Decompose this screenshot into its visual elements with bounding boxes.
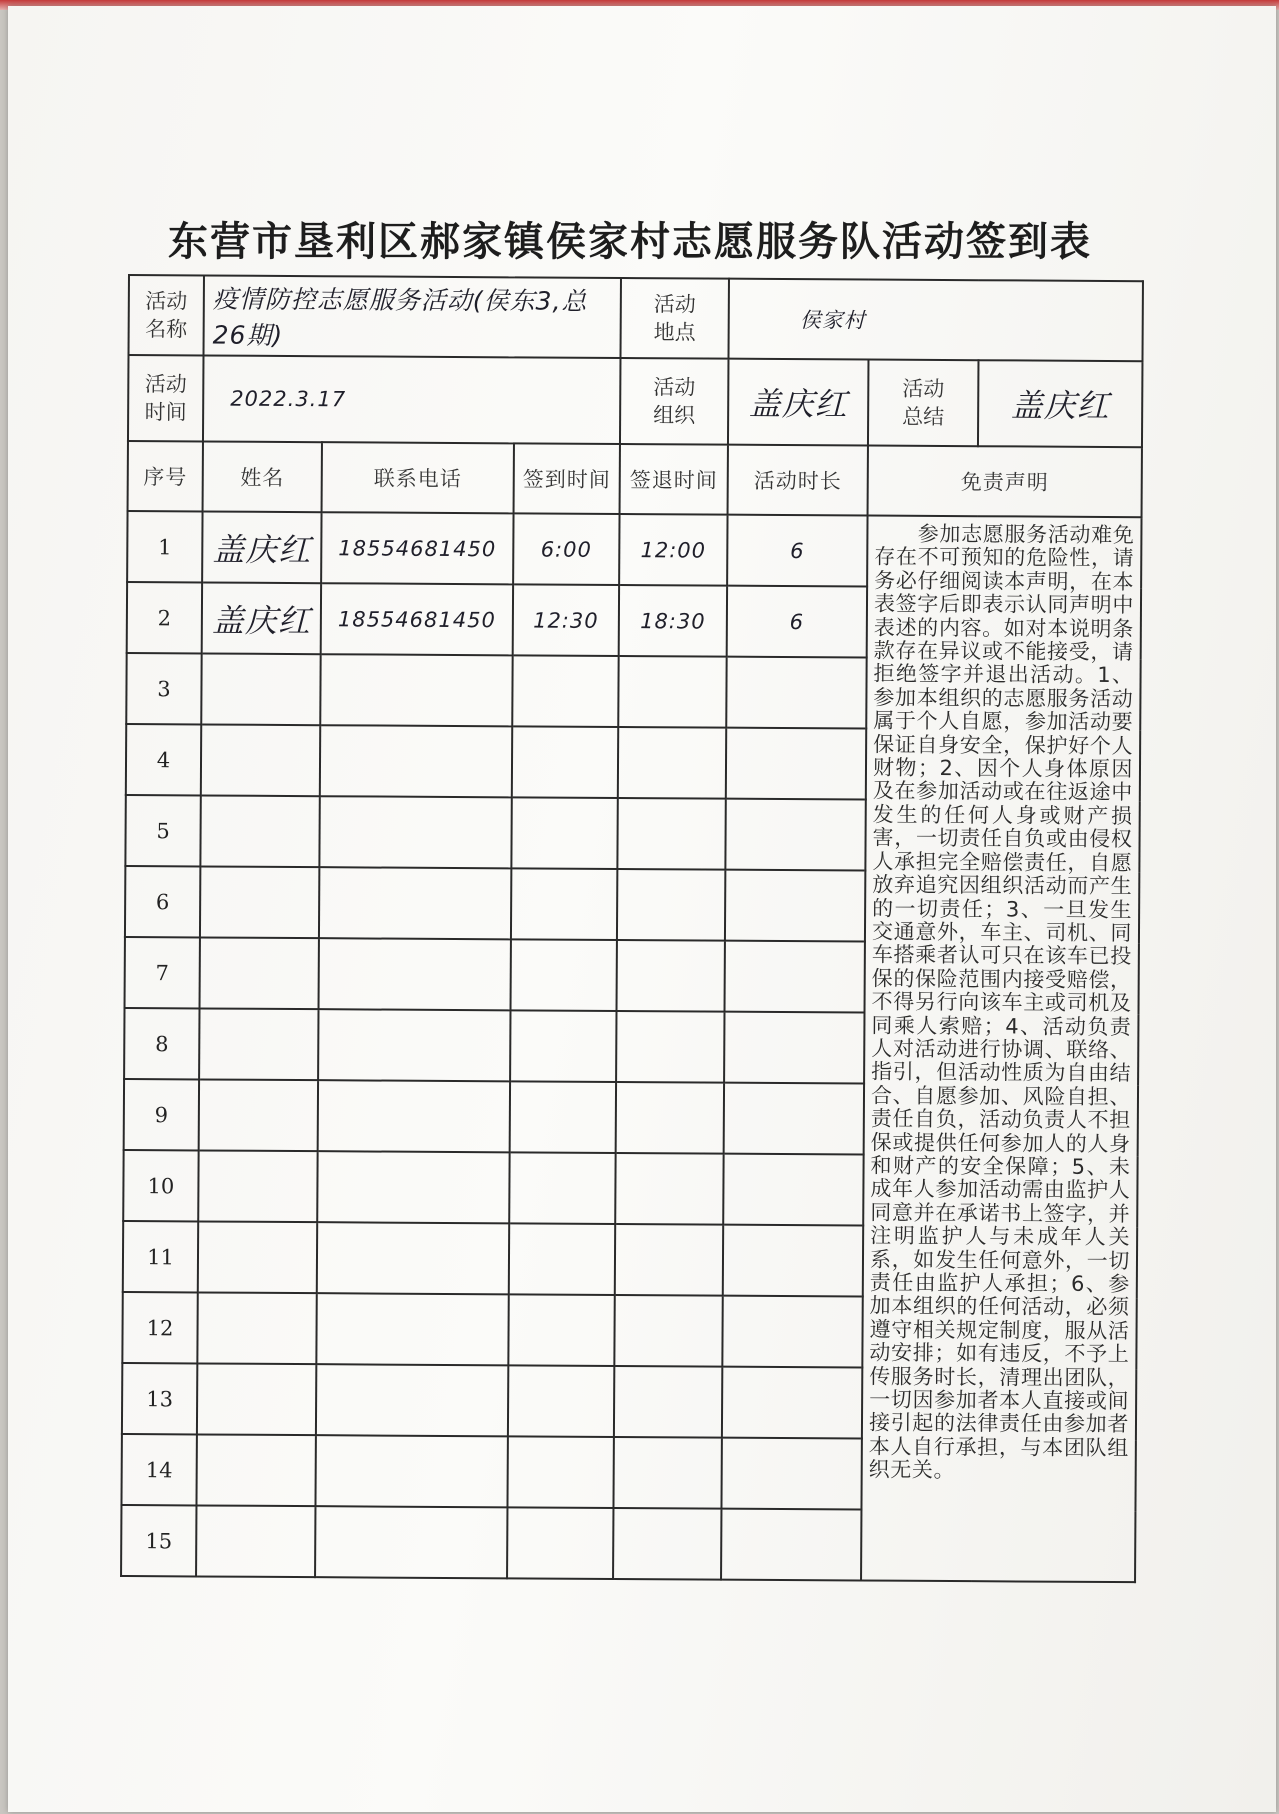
duration-cell [726, 728, 866, 800]
organizer-label [620, 358, 729, 445]
duration-cell [722, 1296, 862, 1368]
sign-out-cell [618, 656, 726, 728]
row-number: 4 [126, 724, 201, 795]
column-header-row [128, 441, 1142, 517]
duration-cell [725, 799, 865, 871]
sign-in-cell [508, 1365, 614, 1437]
phone-cell [320, 654, 512, 726]
organizer-value: 盖庆红 [728, 359, 869, 446]
phone-cell [319, 938, 511, 1010]
col-header-sign-in: 签到时间 [514, 443, 620, 514]
phone-cell [316, 1293, 508, 1365]
duration-cell [724, 1083, 864, 1155]
sign-in-cell [512, 726, 618, 798]
sign-in-cell [508, 1294, 614, 1366]
duration-cell: 6 [727, 515, 867, 587]
col-header-disclaimer: 免责声明 [868, 446, 1142, 518]
sign-out-cell [615, 1153, 723, 1225]
phone-cell [317, 1222, 509, 1294]
organizer-label-text: 活动组织 [653, 375, 696, 428]
table-row [127, 511, 1141, 588]
phone-cell [316, 1364, 508, 1436]
name-cell [199, 1008, 318, 1080]
col-header-phone: 联系电话 [322, 442, 514, 513]
duration-cell [721, 1438, 861, 1510]
activity-name-label-text: 活动名称 [145, 289, 188, 342]
col-header-name: 姓名 [203, 441, 322, 512]
location-label [620, 278, 728, 359]
row-number: 11 [123, 1221, 198, 1292]
row-number: 6 [125, 866, 200, 937]
name-cell: 盖庆红 [202, 511, 321, 583]
name-cell [196, 1505, 315, 1577]
name-cell [200, 866, 319, 938]
row-number: 5 [125, 795, 200, 866]
sign-out-cell [613, 1508, 721, 1580]
row-number: 2 [127, 582, 202, 653]
activity-name-value: 疫情防控志愿服务活动(侯东3,总26期) [204, 275, 621, 358]
time-label-text: 活动时间 [144, 372, 187, 425]
time-label [128, 355, 204, 441]
phone-cell [318, 1080, 510, 1152]
header-row-2 [128, 355, 1143, 447]
sign-in-cell [511, 868, 617, 940]
sign-out-cell [614, 1366, 722, 1438]
sign-in-cell: 6:00 [513, 513, 619, 585]
sign-in-cell [509, 1223, 615, 1295]
row-number: 12 [122, 1292, 197, 1363]
disclaimer-text: 参加志愿服务活动难免存在不可预知的危险性，请务必仔细阅读本声明，在本表签字后即表示认同声明中表述的内容。如对本说明条款存在异议或不能接受，请拒绝签字并退出活动。1、参加本组织的志愿服务活动属于个人自愿，参加活动要保证自身安全，保护好个人财物；2、因个人身体原因及在参加活动或在往返途中发生的任何人身或财产损害，一切责任自负或由侵权人承担完全赔偿责任，自愿放弃追究因组织活动而产生的一切责任；3、一旦发生交通意外，车主、司机、同车搭乘者认可只在该车已投保的保险范围内接受赔偿，不得另行向该车主或司机及同乘人索赔；4、活动负责人对活动进行协调、联络、指引，但活动性质为自由结合、自愿参加、风险自担、责任自负，活动负责人不担保或提供任何参加人的人身和财产的安全保障；5、未成年人参加活动需由监护人同意并在承诺书上签字，并注明监护人与未成年人关系，如发生任何意外，一切责任由监护人承担；6、参加本组织的任何活动，必须遵守相关规定制度，服从活动安排；如有违反，不予上传服务时长，清理出团队，一切因参加者本人直接或间接引起的法律责任由参加者本人自行承担，与本团队组织无关。 [861, 516, 1142, 1583]
row-number: 8 [124, 1008, 199, 1079]
name-cell [198, 1221, 317, 1293]
activity-name-label [129, 275, 204, 355]
row-number: 15 [121, 1505, 196, 1576]
sign-out-cell [616, 1011, 724, 1083]
row-number: 10 [123, 1150, 198, 1221]
sign-out-cell [614, 1295, 722, 1367]
sign-in-cell [511, 797, 617, 869]
duration-cell [723, 1225, 863, 1297]
sign-out-cell [617, 940, 725, 1012]
col-header-no: 序号 [128, 441, 203, 511]
duration-cell [725, 870, 865, 942]
col-header-duration: 活动时长 [728, 445, 868, 516]
sign-in-table [120, 274, 1144, 1583]
phone-cell [319, 867, 511, 939]
name-cell [197, 1363, 316, 1435]
row-number: 1 [127, 511, 202, 582]
sign-out-cell [616, 1082, 724, 1154]
duration-cell [723, 1154, 863, 1226]
header-row-1 [129, 275, 1143, 361]
name-cell: 盖庆红 [202, 582, 321, 654]
duration-cell [725, 941, 865, 1013]
name-cell [199, 1079, 318, 1151]
sign-in-cell: 12:30 [513, 584, 619, 656]
sign-out-cell: 18:30 [619, 585, 727, 657]
phone-cell: 18554681450 [321, 583, 513, 655]
sign-in-cell [509, 1152, 615, 1224]
location-label-text: 活动地点 [653, 292, 696, 345]
name-cell [198, 1150, 317, 1222]
row-number: 13 [122, 1363, 197, 1434]
summary-label-text: 活动总结 [902, 376, 945, 429]
duration-cell [722, 1367, 862, 1439]
duration-cell [721, 1509, 861, 1581]
sign-in-cell [512, 655, 618, 727]
phone-cell: 18554681450 [321, 512, 513, 584]
location-value: 侯家村 [728, 279, 1142, 362]
row-number: 7 [125, 937, 200, 1008]
duration-cell [724, 1012, 864, 1084]
row-number: 14 [121, 1434, 196, 1505]
sign-out-cell [617, 869, 725, 941]
sign-in-cell [511, 939, 617, 1011]
row-number: 9 [124, 1079, 199, 1150]
phone-cell [315, 1506, 507, 1578]
col-header-sign-out: 签退时间 [620, 444, 728, 515]
phone-cell [315, 1435, 507, 1507]
phone-cell [317, 1151, 509, 1223]
phone-cell [319, 796, 511, 868]
name-cell [200, 937, 319, 1009]
sign-in-cell [507, 1507, 613, 1579]
row-number: 3 [126, 653, 201, 724]
sign-out-cell: 12:00 [619, 514, 727, 586]
phone-cell [320, 725, 512, 797]
name-cell [201, 653, 320, 725]
sign-out-cell [618, 727, 726, 799]
name-cell [197, 1292, 316, 1364]
sign-out-cell [615, 1224, 723, 1296]
form-title: 东营市垦利区郝家镇侯家村志愿服务队活动签到表 [168, 218, 1092, 265]
summary-label [868, 360, 979, 447]
sign-out-cell [617, 798, 725, 870]
time-value: 2022.3.17 [203, 355, 621, 444]
name-cell [201, 724, 320, 796]
sign-in-cell [507, 1436, 613, 1508]
name-cell [200, 795, 319, 867]
sign-in-cell [510, 1010, 616, 1082]
sign-out-cell [613, 1437, 721, 1509]
name-cell [196, 1434, 315, 1506]
summary-value: 盖庆红 [978, 360, 1143, 447]
sign-in-cell [510, 1081, 616, 1153]
duration-cell [726, 657, 866, 729]
duration-cell: 6 [727, 586, 867, 658]
phone-cell [318, 1009, 510, 1081]
